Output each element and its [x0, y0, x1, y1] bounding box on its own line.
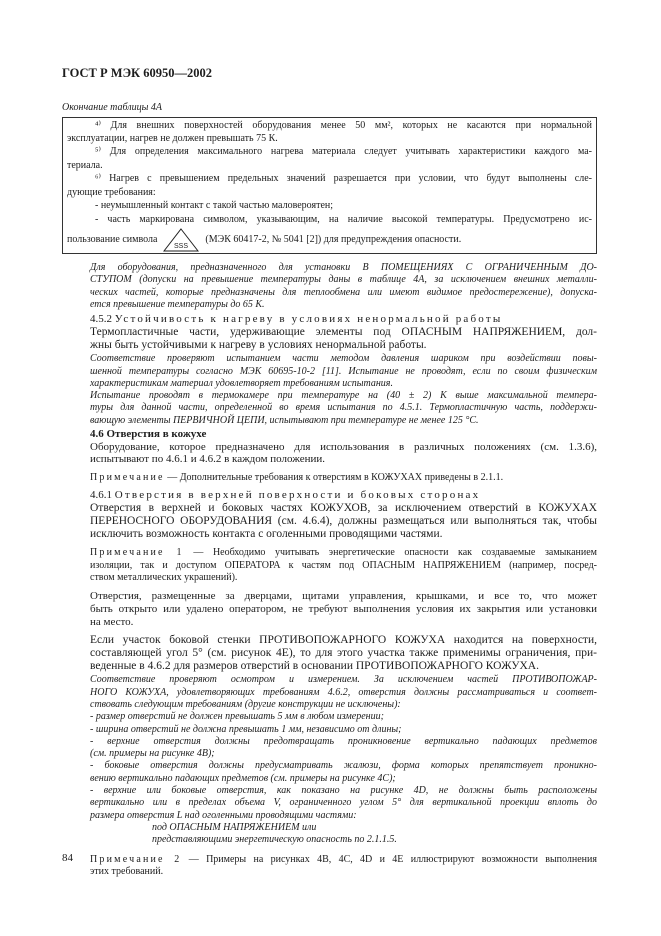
section-4-6-heading: 4.6 Отверстия в кожухе — [90, 428, 207, 441]
section-4-5-2-heading: 4.5.2 Устойчивость к нагреву в условиях ненормальной работы — [90, 313, 503, 326]
bullet-max-width: - ширина отверстий не должна превышать 1 мм, независимо от длины; — [90, 723, 402, 735]
section-4-6-1-heading: 4.6.1 Отверстия в верхней поверхности и боковых сторонах — [90, 489, 481, 502]
table-footnotes — [62, 117, 597, 254]
document-header: ГОСТ Р МЭК 60950—2002 — [62, 66, 212, 80]
paragraph-doors-covers: Отверстия, размещенные за дверцами, щитами управления, крышками, и все то, что может быть открыто или удалено оператором, не требуют выполнения условия их закрытия или установки на место. — [90, 590, 597, 628]
symbol-label: SSS — [174, 243, 189, 250]
note-2: Примечание 2 — Примеры на рисунках 4В, 4С, 4D и 4Е иллюстрируют возможности выполнения этих требований. — [90, 853, 597, 877]
paragraph-restricted-access: Для оборудования, предназначенного для установки В ПОМЕЩЕНИЯХ С ОГРАНИЧЕННЫМ ДО- СТУПОМ (допуски на превышение температуры даны в таблице 4А, за исключением внешних металли- ческих частей, которые предназначены для теплообмена или имеют видимое предостережение), допуска- ется превышение температуры до 65 К. — [90, 262, 597, 310]
footnote-4-line-2: эксплуатации, нагрев не должен превышать 75 К. — [67, 133, 278, 144]
main-text — [62, 262, 597, 878]
symbol-row — [67, 226, 461, 254]
note-1: Примечание 1 — Необходимо учитывать энергетические опасности как создаваемые замыканием изоляции, так и доступом ОПЕРАТОРА к частям под ОПАСНЫМ НАПРЯЖЕНИЕМ (например, посред- ством металлических украшений). — [90, 547, 597, 583]
symbol-prefix: пользование символа — [67, 234, 158, 246]
footnote-6-line-2: дующие требования: — [67, 187, 156, 198]
page-number: 84 — [62, 852, 73, 864]
symbol-suffix: (МЭК 60417-2, № 5041 [2]) для предупреждения опасности. — [205, 234, 462, 246]
paragraph-top-side-openings: Отверстия в верхней и боковых частях КОЖУХОВ, за исключением отверстий в КОЖУХАХ ПЕРЕНОСНОГО ОБОРУДОВАНИЯ (см. 4.6.4), должны размещаться или выполняться так, чтобы исключить возможность контакта с оголенными проводящими частями. — [90, 502, 597, 540]
footnote-6-line-1: ⁶⁾ Нагрев с превышением предельных значений разрешается при условии, что будут выполнены сле- — [95, 173, 592, 184]
paragraph-thermoplastic: Термопластичные части, удерживающие элементы под ОПАСНЫМ НАПРЯЖЕНИЕМ, дол- жны быть устойчивыми к нагреву в условиях ненормальной работы. — [90, 325, 597, 351]
footnote-5-line-1: ⁵⁾ Для определения максимального нагрева материала следует учитывать характеристики каждого ма- — [95, 146, 592, 157]
paragraph-fire-enclosure-side: Если участок боковой стенки ПРОТИВОПОЖАРНОГО КОЖУХА находится на поверхности, составляющей угол 5° (см. рисунок 4Е), то для этого участка также применимы ограничения, при- веденные в 4.6.2 для размеров отверстий в основании ПРОТИВОПОЖАРНОГО КОЖУХА. — [90, 634, 597, 672]
bullet-top-openings: - верхние отверстия должны предотвращать проникновение вертикально падающих предметов (см. примеры на рисунке 4В); — [90, 735, 597, 760]
hot-surface-warning-icon — [163, 228, 199, 252]
bullet-max-size: - размер отверстий не должен превышать 5 мм в любом измерении; — [90, 711, 384, 723]
paragraph-positions: Оборудование, которое предназначено для использования в различных положениях (см. 1.3.6), испытывают по 4.6.1 и 4.6.2 в каждом положении. — [90, 440, 597, 466]
table-caption: Окончание таблицы 4А — [62, 102, 163, 113]
note-additional-requirements: Примечание — Дополнительные требования к отверстиям в КОЖУХАХ приведены в 2.1.1. — [90, 472, 504, 484]
paragraph-test-temperature: Испытание проводят в термокамере при температуре на (40 ± 2) К выше максимальной темпера- туры для данной части, определенной во время испытания по 4.5.1. Термопластичную часть, поддержи- вающую элементы ПЕРВИЧНОЙ ЦЕПИ, испытывают при температуре не менее 125 °С. — [90, 390, 597, 426]
footnote-4-line-1: ⁴⁾ Для внешних поверхностей оборудования менее 50 мм², которых не касаются при нормальной — [95, 120, 592, 131]
bullet-hazardous-voltage: под ОПАСНЫМ НАПРЯЖЕНИЕМ или — [152, 821, 317, 833]
footnote-6-line-3: - неумышленный контакт с такой частью маловероятен; — [95, 200, 334, 211]
bullet-volume-v: - верхние или боковые отверстия, как показано на рисунке 4D, не должны быть расположены вертикально или в пределах объема V, ограниченного углом 5° для вертикальной проекции вплоть до размера отверстия L над оголенными проводящими частями: — [90, 785, 597, 821]
paragraph-ball-pressure-test: Соответствие проверяют испытанием части методом давления шариком при воздействии повы- шенной температуры согласно МЭК 60695-10-2 [11]. Испытание не проводят, если по своим физическим характеристикам материал удовлетворяет требованиям испытания. — [90, 353, 597, 389]
paragraph-compliance-check: Соответствие проверяют осмотром и измерением. За исключением частей ПРОТИВОПОЖАР- НОГО КОЖУХА, удовлетворяющих требованиям 4.6.2, отверстия должны рассматриваться и соответ- ствовать следующим требованиям (другие конструкции не исключены): — [90, 674, 597, 710]
bullet-energy-hazard: представляющими энергетическую опасность по 2.1.1.5. — [152, 834, 397, 846]
bullet-side-openings: - боковые отверстия должны предусматривать жалюзи, форма которых препятствует проникно- вению вертикально падающих предметов (см. примеры на рисунке 4С); — [90, 760, 597, 784]
footnote-6-line-4: - часть маркирована символом, указывающим, на наличие высокой температуры. Предусмотрено ис- — [95, 214, 592, 225]
footnote-5-line-2: териала. — [67, 160, 103, 171]
